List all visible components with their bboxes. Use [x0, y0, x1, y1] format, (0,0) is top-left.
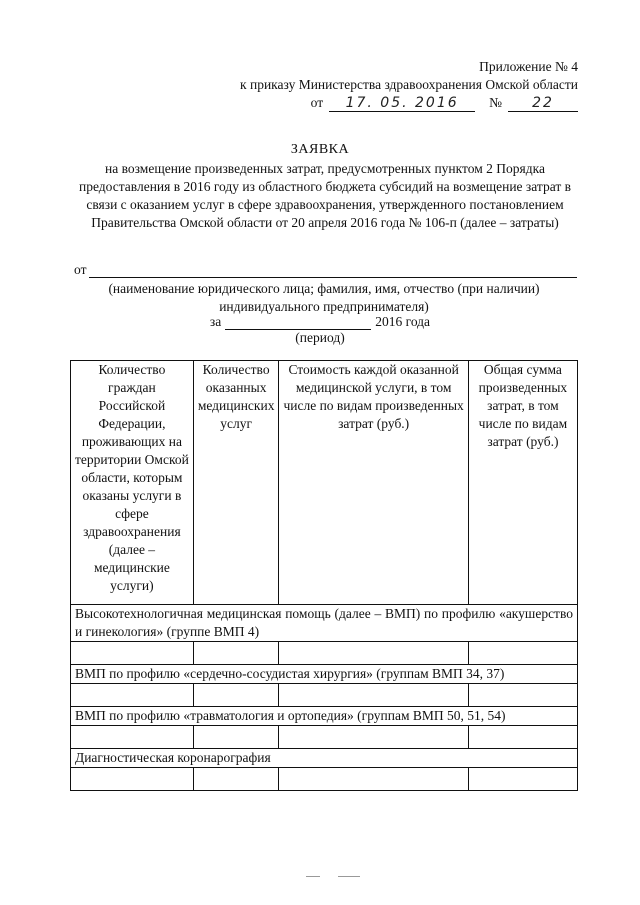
table-cell	[71, 768, 194, 791]
table-header-cell: Общая сумма произведенных затрат, в том числе по видам затрат (руб.)	[468, 361, 577, 605]
table-cell	[193, 642, 279, 665]
table-cell	[193, 768, 279, 791]
table-section-row	[71, 707, 578, 726]
table-section-row	[71, 749, 578, 768]
date-prefix: от	[310, 95, 324, 110]
period-prefix: за	[209, 314, 222, 329]
applicant-line	[89, 262, 577, 278]
table-cell	[468, 768, 577, 791]
table-cell	[279, 684, 468, 707]
table-header-cell: Количество оказанных медицинских услуг	[193, 361, 279, 605]
table-row	[71, 684, 578, 707]
period-suffix: 2016 года	[375, 314, 431, 329]
table-header-row	[71, 361, 578, 605]
order-caption: к приказу Министерства здравоохранения Омской области	[240, 77, 578, 92]
applicant-row	[74, 262, 577, 278]
table-section-row	[71, 605, 578, 642]
order-date-row	[311, 94, 578, 112]
period-hint: (период)	[295, 330, 345, 345]
applicant-prefix: от	[74, 262, 87, 277]
table-cell	[71, 684, 194, 707]
appendix-block	[240, 58, 578, 94]
table-cell	[279, 642, 468, 665]
scan-marks	[306, 876, 366, 880]
scan-mark	[306, 876, 320, 877]
table-cell	[279, 726, 468, 749]
period-line	[225, 314, 371, 330]
section-label: ВМП по профилю «сердечно-сосудистая хирургия» (группам ВМП 34, 37)	[71, 665, 578, 684]
document-subtitle: на возмещение произведенных затрат, предусмотренных пунктом 2 Порядка предоставления в 2016 году из областного бюджета субсидий на возмещение затрат в связи с оказанием услуг в сфере здравоохранения, утвержденного постановлением Правительства Омской области от 20 апреля 2016 года № 106-п (далее – затраты)	[78, 161, 572, 230]
table-header-cell: Стоимость каждой оказанной медицинской услуги, в том числе по видам произведенных затрат (руб.)	[279, 361, 468, 605]
table-cell	[193, 726, 279, 749]
table-cell	[71, 642, 194, 665]
section-label: Высокотехнологичная медицинская помощь (далее – ВМП) по профилю «акушерство и гинекология» (группе ВМП 4)	[71, 605, 578, 642]
applicant-hint: (наименование юридического лица; фамилия, имя, отчество (при наличии) индивидуального предпринимателя)	[108, 281, 540, 314]
table-cell	[468, 642, 577, 665]
scan-mark	[338, 876, 360, 877]
order-number-value: 22	[508, 95, 578, 112]
table-cell	[193, 684, 279, 707]
table-row	[71, 642, 578, 665]
appendix-label: Приложение № 4	[479, 59, 578, 74]
number-prefix: №	[489, 95, 502, 110]
document-title: ЗАЯВКА	[290, 142, 350, 157]
table-header-cell: Количество граждан Российской Федерации, проживающих на территории Омской области, которым оказаны услуги в сфере здравоохранения (далее – медицинские услуги)	[71, 361, 194, 605]
table-cell	[279, 768, 468, 791]
table-cell	[71, 726, 194, 749]
period-row	[0, 314, 640, 330]
section-label: Диагностическая коронарография	[71, 749, 578, 768]
section-label: ВМП по профилю «травматология и ортопедия» (группам ВМП 50, 51, 54)	[71, 707, 578, 726]
table-section-row	[71, 665, 578, 684]
costs-table	[70, 360, 578, 791]
table-cell	[468, 684, 577, 707]
table-row	[71, 726, 578, 749]
table-row	[71, 768, 578, 791]
order-date-value: 17. 05. 2016	[329, 95, 475, 112]
table-cell	[468, 726, 577, 749]
